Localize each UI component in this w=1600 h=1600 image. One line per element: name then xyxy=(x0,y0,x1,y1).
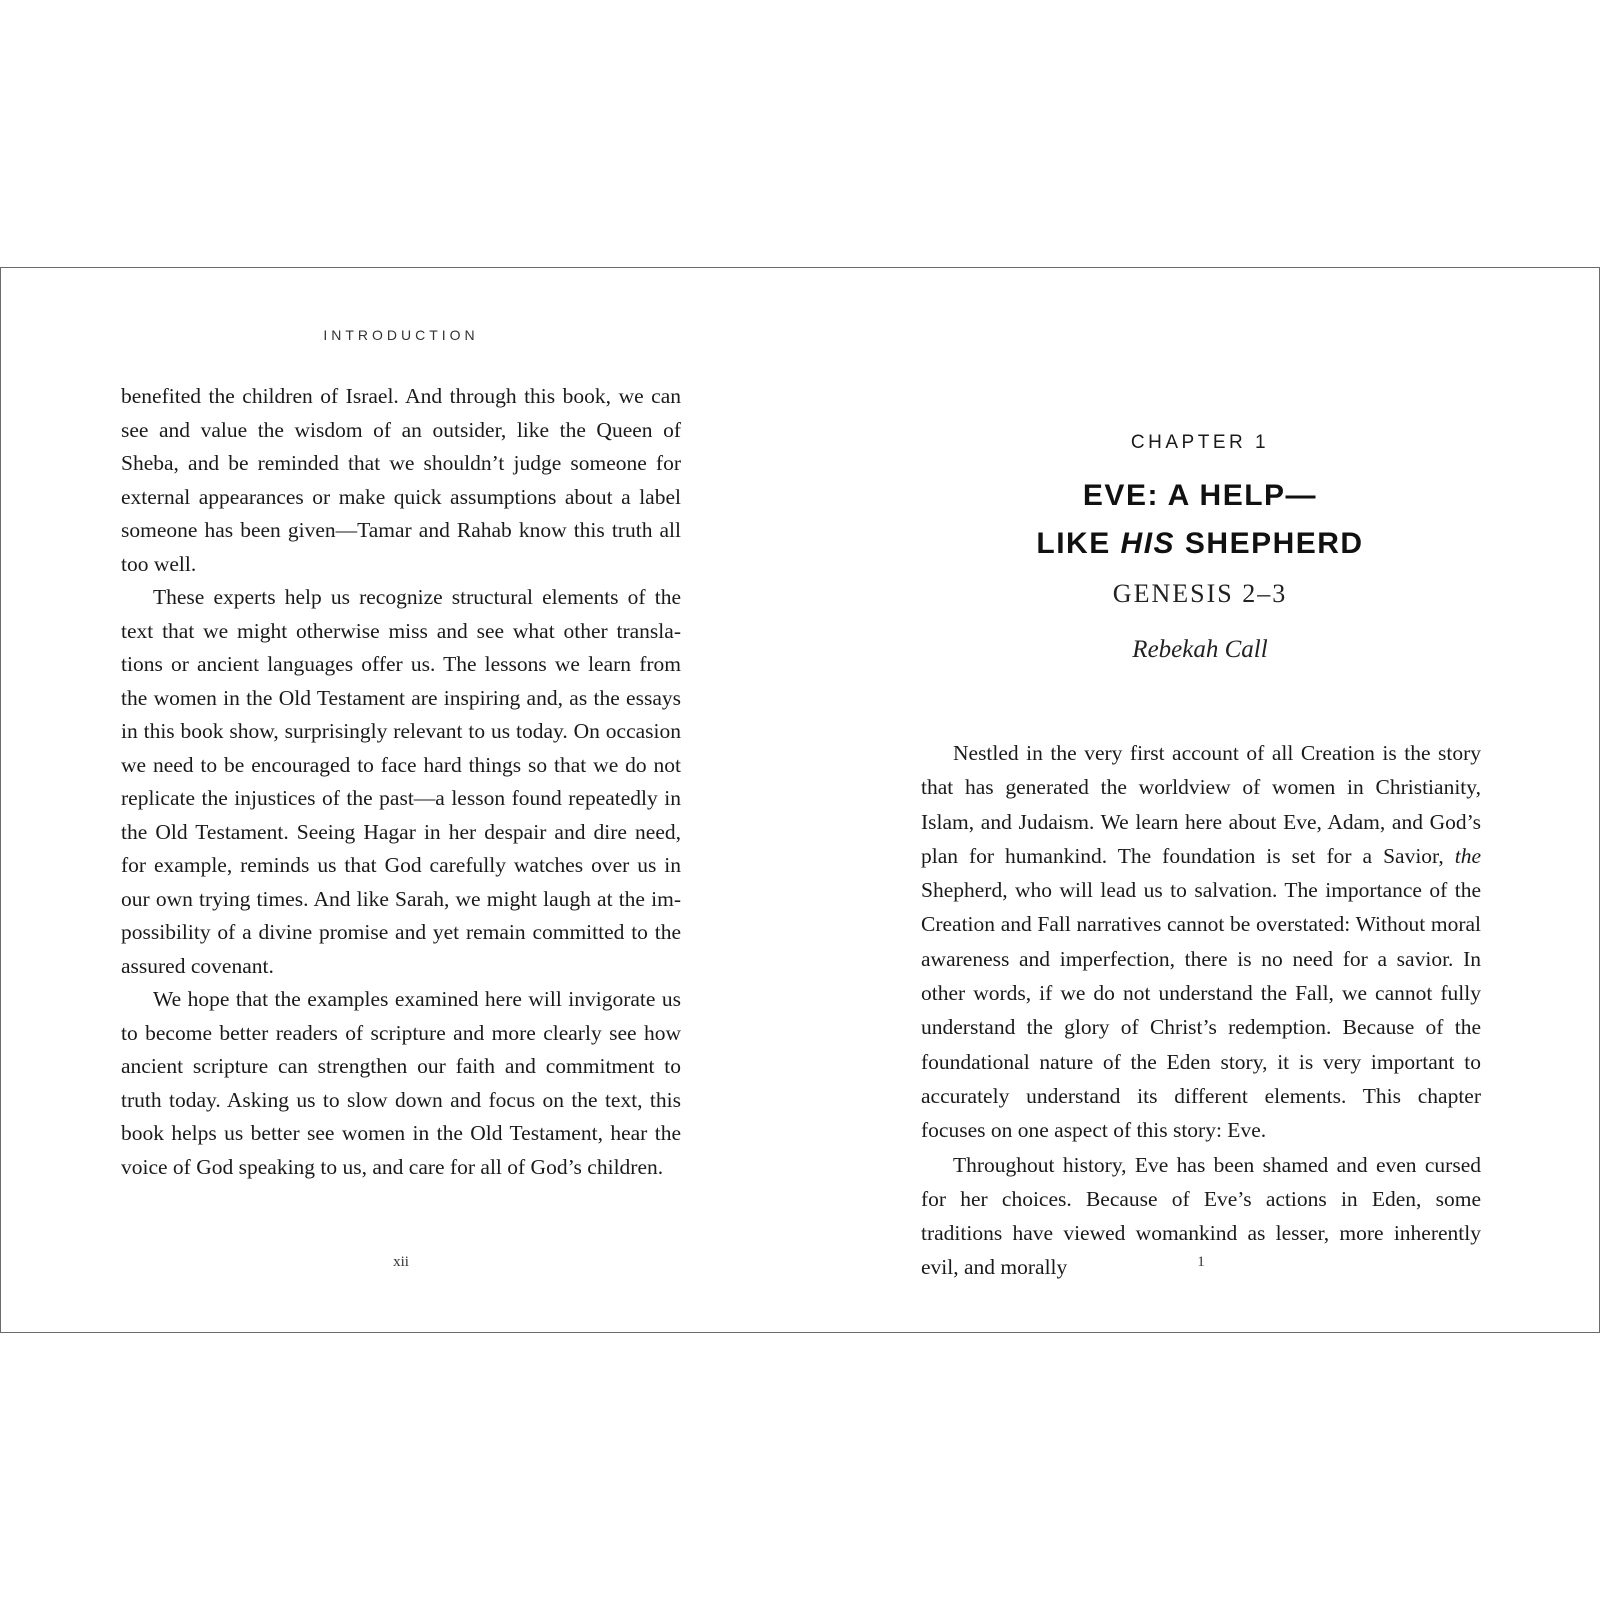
paragraph-text: Shepherd, who will lead us to salvation. The importance of the Creation and Fall narratives cannot be overstated: Without moral awareness and imperfection, there is no need for a savior. In other words, if we do not understand the Fall, we cannot fully understand the glory of Christ’s redemption. Because of the foundational nature of the Eden story, it is very important to accurately understand its different elements. This chapter focuses on one aspect of this story: Eve. xyxy=(921,878,1481,1143)
running-head: INTRODUCTION xyxy=(323,327,479,343)
paragraph: These experts help us recognize structural elements of the text that we might otherwise miss and see what other translations or ancient languages offer us. The lessons we learn from the women in the Old Testament are inspiring and, as the essays in this book show, surprisingly relevant to us today. On occasion we need to be encouraged to face hard things so that we do not replicate the injustices of the past—a lesson found repeatedly in the Old Testament. Seeing Hagar in her despair and dire need, for example, reminds us that God carefully watches over us in our own trying times. And like Sarah, we might laugh at the impossibility of a divine promise and yet remain committed to the assured covenant. xyxy=(121,585,681,978)
page-number: 1 xyxy=(1197,1254,1205,1270)
chapter-author: Rebekah Call xyxy=(1132,636,1268,663)
page-number: xii xyxy=(393,1254,409,1270)
book-spread xyxy=(0,267,1600,1333)
scripture-reference: GENESIS 2–3 xyxy=(1112,579,1288,608)
chapter-title-emphasis: HIS xyxy=(1120,527,1176,560)
chapter-title xyxy=(801,472,1599,568)
paragraph xyxy=(921,736,1481,1148)
paragraph: benefited the children of Israel. And through this book, we can see and value the wisdom of an outsider, like the Queen of Sheba, and be reminded that we shouldn’t judge someone for external appearances or make quick assumptions about a label someone has been given—Tamar and Rahab know this truth all too well. xyxy=(121,384,681,576)
paragraph-emphasis: the xyxy=(1454,843,1481,868)
right-page xyxy=(801,268,1599,1332)
paragraph: Throughout history, Eve has been shamed and even cursed for her choices. Because of Eve’s actions in Eden, some traditions have viewed womankind as lesser, more inherently evil, and morally xyxy=(921,1152,1481,1280)
paragraph-text: Nestled in the very first account of all Creation is the story that has generated the worldview of women in Christianity, Islam, and Judaism. We learn here about Eve, Adam, and God’s plan for humankind. The foundation is set for a Savior, xyxy=(921,741,1481,868)
chapter-title-text: LIKE xyxy=(1036,527,1121,560)
chapter-title-text: SHEPHERD xyxy=(1175,527,1364,560)
chapter-label: CHAPTER 1 xyxy=(1130,432,1270,453)
paragraph: We hope that the examples examined here will invigorate us to become better readers of scripture and more clearly see how ancient scripture can strengthen our faith and commitment to truth today. Asking us to slow down and focus on the text, this book helps us better see women in the Old Testament, hear the voice of God speaking to us, and care for all of God’s children. xyxy=(121,987,681,1179)
chapter-title-line-1: EVE: A HELP— xyxy=(1082,479,1318,512)
chapter-title-line-2 xyxy=(801,520,1599,568)
right-body-text xyxy=(921,736,1481,1285)
left-page xyxy=(1,268,801,1332)
left-body-text xyxy=(121,380,681,1184)
